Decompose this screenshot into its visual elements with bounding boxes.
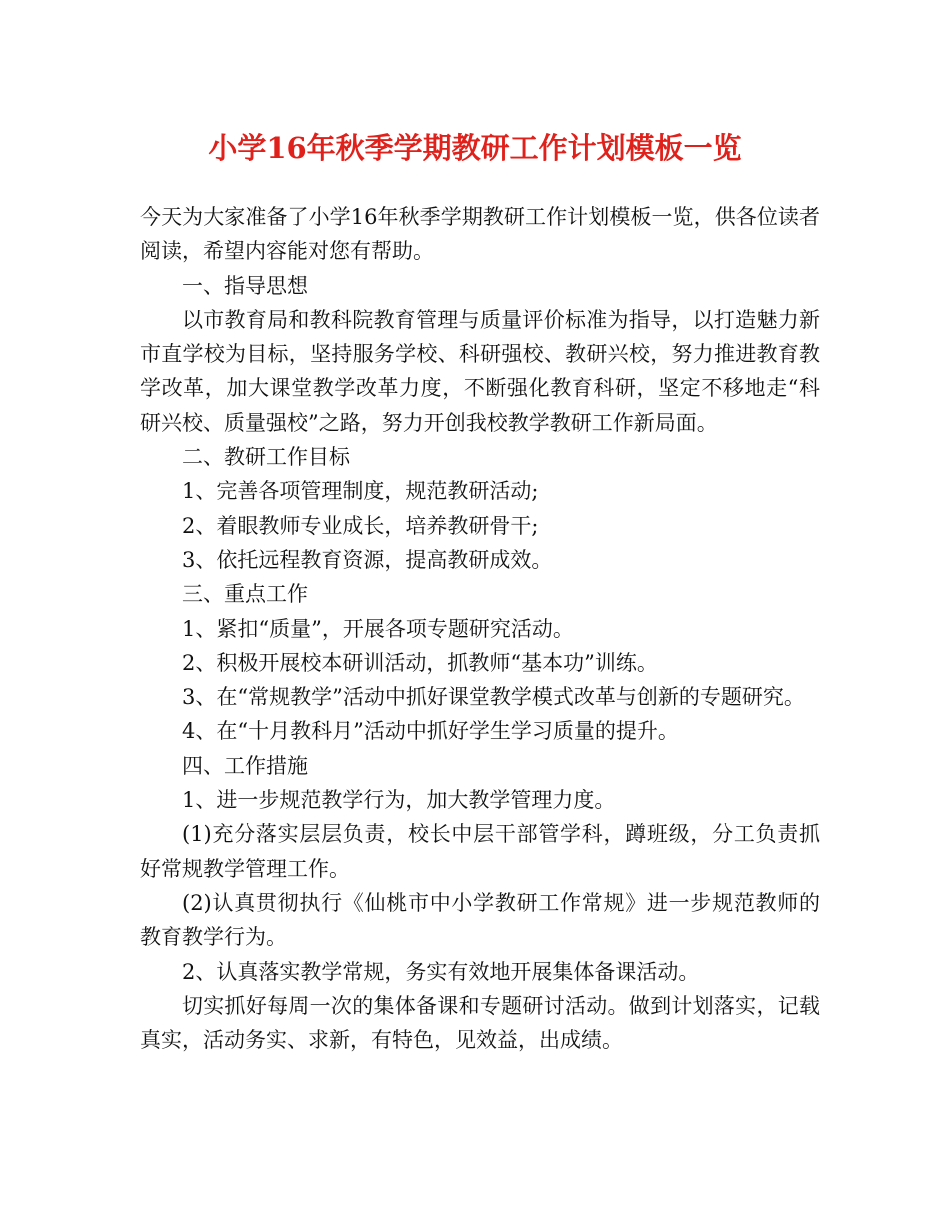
measure-item-2: 2、认真落实教学常规，务实有效地开展集体备课活动。 (182, 959, 700, 984)
guiding-thought-paragraph: 以市教育局和教科院教育管理与质量评价标准为指导，以打造魅力新市直学校为目标，坚持服务学校、科研强校、教研兴校，努力推进教育教学改革，加大课堂教学改革力度，不断强化教育科研，坚定不移地走“科研兴校、质量强校”之路，努力开创我校教学教研工作新局面。 (140, 307, 820, 435)
measure-subitem-1: (1)充分落实层层负责，校长中层干部管学科，蹲班级，分工负责抓好常规教学管理工作。 (140, 822, 820, 881)
section-heading-key-work: 三、重点工作 (182, 582, 308, 607)
intro-paragraph: 今天为大家准备了小学16年秋季学期教研工作计划模板一览，供各位读者阅读，希望内容能对您有帮助。 (140, 205, 820, 264)
measure-item-2-detail: 切实抓好每周一次的集体备课和专题研讨活动。做到计划落实，记载真实，活动务实、求新，有特色，见效益，出成绩。 (140, 993, 820, 1053)
measure-subitem-2: (2)认真贯彻执行《仙桃市中小学教研工作常规》进一步规范教师的教育教学行为。 (140, 890, 820, 950)
key-work-item-3: 3、在“常规教学”活动中抓好课堂教学模式改革与创新的专题研究。 (182, 685, 805, 710)
key-work-item-1: 1、紧扣“质量”，开展各项专题研究活动。 (182, 616, 574, 641)
goal-item-3: 3、依托远程教育资源，提高教研成效。 (182, 547, 553, 572)
goal-item-2: 2、着眼教师专业成长，培养教研骨干; (182, 513, 539, 538)
section-heading-guiding-thought: 一、指导思想 (182, 273, 308, 298)
key-work-item-2: 2、积极开展校本研训活动，抓教师“基本功”训练。 (182, 650, 658, 675)
measure-item-1: 1、进一步规范教学行为，加大教学管理力度。 (182, 788, 616, 813)
key-work-item-4: 4、在“十月教科月”活动中抓好学生学习质量的提升。 (182, 719, 679, 744)
document-title: 小学16年秋季学期教研工作计划模板一览 (208, 131, 742, 165)
section-heading-research-goals: 二、教研工作目标 (182, 445, 350, 470)
document-body (140, 200, 820, 1057)
goal-item-1: 1、完善各项管理制度，规范教研活动; (182, 479, 539, 504)
section-heading-work-measures: 四、工作措施 (182, 753, 308, 778)
